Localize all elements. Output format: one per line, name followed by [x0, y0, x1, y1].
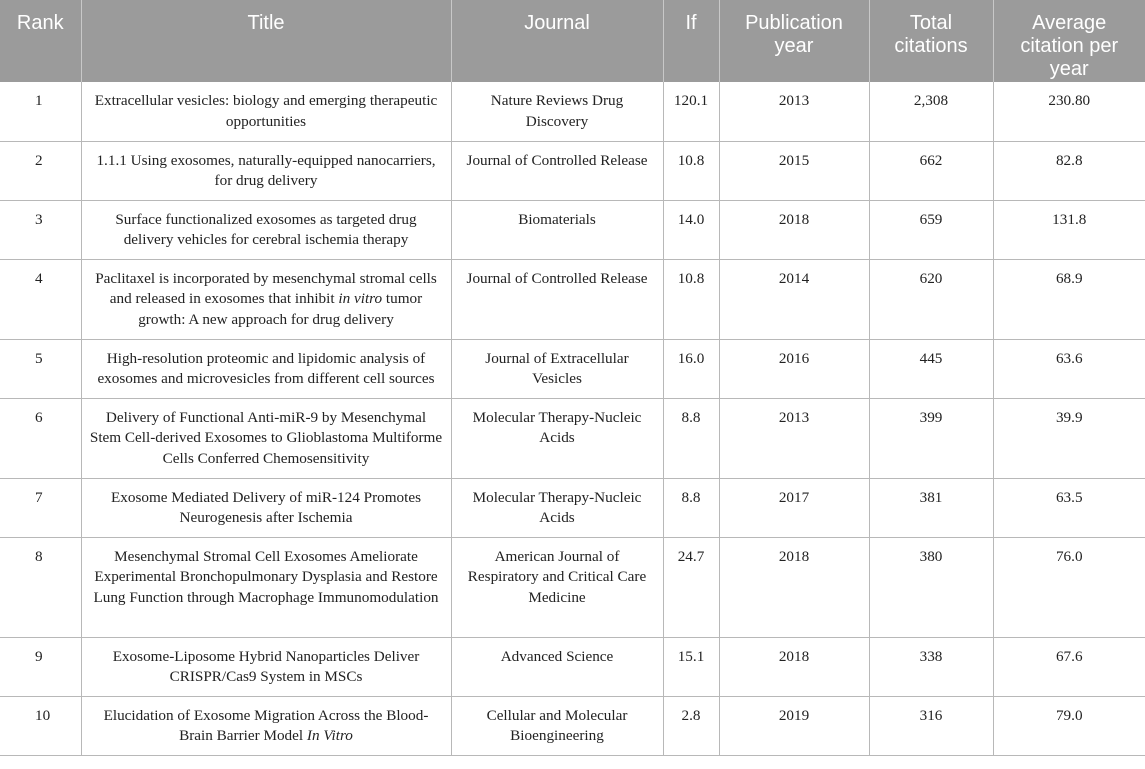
- average-citation-cell: 230.80: [993, 82, 1145, 141]
- title-italic-part: In Vitro: [306, 727, 353, 744]
- impact-factor-cell: 120.1: [663, 82, 719, 141]
- impact-factor-cell: 8.8: [663, 398, 719, 478]
- total-citations-cell: 662: [869, 141, 993, 200]
- table-row: [0, 82, 1145, 141]
- journal-cell: Cellular and Molecular Bioengineering: [451, 696, 663, 755]
- header-rank: Rank: [0, 0, 81, 82]
- title-cell: [81, 537, 451, 637]
- title-part: Extracellular vesicles: biology and emerging therapeutic opportunities: [94, 92, 438, 130]
- total-citations-cell: 338: [869, 637, 993, 696]
- average-citation-cell: 76.0: [993, 537, 1145, 637]
- header-year-line: year: [774, 35, 814, 57]
- table-row: [0, 398, 1145, 478]
- table-row: [0, 200, 1145, 259]
- journal-cell: Journal of Extracellular Vesicles: [451, 339, 663, 398]
- table-row: [0, 537, 1145, 637]
- title-part: tumor growth: A new approach for drug delivery: [138, 290, 423, 328]
- header-row: [0, 0, 1145, 82]
- rank-cell: 2: [0, 141, 81, 200]
- header-average-line: year: [1049, 58, 1089, 80]
- journal-cell: American Journal of Respiratory and Critical Care Medicine: [451, 537, 663, 637]
- header-average-citation: [993, 0, 1145, 82]
- impact-factor-cell: 15.1: [663, 637, 719, 696]
- impact-factor-cell: 14.0: [663, 200, 719, 259]
- rank-cell: 7: [0, 478, 81, 537]
- publication-year-cell: 2018: [719, 537, 869, 637]
- average-citation-cell: 63.5: [993, 478, 1145, 537]
- title-cell: [81, 478, 451, 537]
- title-part: Exosome-Liposome Hybrid Nanoparticles Deliver CRISPR/Cas9 System in MSCs: [112, 647, 420, 685]
- table-row: [0, 478, 1145, 537]
- rank-cell: 10: [0, 696, 81, 755]
- title-cell: [81, 259, 451, 339]
- impact-factor-cell: 10.8: [663, 141, 719, 200]
- journal-cell: Journal of Controlled Release: [451, 141, 663, 200]
- header-publication-year: [719, 0, 869, 82]
- publication-year-cell: 2019: [719, 696, 869, 755]
- total-citations-cell: 2,308: [869, 82, 993, 141]
- header-year-line: Publication: [745, 12, 843, 34]
- table-header: [0, 0, 1145, 82]
- table-row: [0, 141, 1145, 200]
- title-part: Exosome Mediated Delivery of miR-124 Promotes Neurogenesis after Ischemia: [110, 488, 422, 526]
- rank-cell: 9: [0, 637, 81, 696]
- header-journal: Journal: [451, 0, 663, 82]
- title-cell: [81, 339, 451, 398]
- title-part: Surface functionalized exosomes as targeted drug delivery vehicles for cerebral ischemia therapy: [115, 210, 417, 248]
- average-citation-cell: 131.8: [993, 200, 1145, 259]
- title-cell: [81, 637, 451, 696]
- title-part: Elucidation of Exosome Migration Across the Blood-Brain Barrier Model: [103, 706, 429, 744]
- impact-factor-cell: 24.7: [663, 537, 719, 637]
- impact-factor-cell: 2.8: [663, 696, 719, 755]
- rank-cell: 5: [0, 339, 81, 398]
- average-citation-cell: 39.9: [993, 398, 1145, 478]
- title-cell: [81, 200, 451, 259]
- journal-cell: Biomaterials: [451, 200, 663, 259]
- publication-year-cell: 2016: [719, 339, 869, 398]
- journal-cell: Molecular Therapy-Nucleic Acids: [451, 398, 663, 478]
- table-body: [0, 82, 1145, 755]
- table-row: [0, 259, 1145, 339]
- publication-year-cell: 2013: [719, 82, 869, 141]
- total-citations-cell: 380: [869, 537, 993, 637]
- journal-cell: Nature Reviews Drug Discovery: [451, 82, 663, 141]
- average-citation-cell: 79.0: [993, 696, 1145, 755]
- average-citation-cell: 63.6: [993, 339, 1145, 398]
- journal-cell: Molecular Therapy-Nucleic Acids: [451, 478, 663, 537]
- average-citation-cell: 68.9: [993, 259, 1145, 339]
- title-cell: [81, 398, 451, 478]
- total-citations-cell: 316: [869, 696, 993, 755]
- rank-cell: 4: [0, 259, 81, 339]
- header-citations-line: Total: [909, 12, 953, 34]
- title-italic-part: in vitro: [338, 290, 383, 307]
- header-average-line: citation per: [1020, 35, 1119, 57]
- journal-cell: Journal of Controlled Release: [451, 259, 663, 339]
- publication-year-cell: 2017: [719, 478, 869, 537]
- publication-year-cell: 2013: [719, 398, 869, 478]
- average-citation-cell: 67.6: [993, 637, 1145, 696]
- table-row: [0, 339, 1145, 398]
- impact-factor-cell: 16.0: [663, 339, 719, 398]
- journal-cell: Advanced Science: [451, 637, 663, 696]
- impact-factor-cell: 10.8: [663, 259, 719, 339]
- table-row: [0, 637, 1145, 696]
- title-part: Delivery of Functional Anti-miR-9 by Mesenchymal Stem Cell-derived Exosomes to Glioblastoma Multiforme Cells Conferred Chemosensitivity: [89, 408, 443, 467]
- header-total-citations: [869, 0, 993, 82]
- title-part: Mesenchymal Stromal Cell Exosomes Ameliorate Experimental Bronchopulmonary Dysplasia and Restore Lung Function through Macrophage Immunomodulation: [93, 547, 439, 606]
- total-citations-cell: 659: [869, 200, 993, 259]
- total-citations-cell: 620: [869, 259, 993, 339]
- header-title: Title: [81, 0, 451, 82]
- title-cell: [81, 696, 451, 755]
- publication-year-cell: 2015: [719, 141, 869, 200]
- total-citations-cell: 445: [869, 339, 993, 398]
- title-cell: [81, 141, 451, 200]
- title-part: High-resolution proteomic and lipidomic analysis of exosomes and microvesicles from different cell sources: [97, 349, 435, 387]
- title-cell: [81, 82, 451, 141]
- average-citation-cell: 82.8: [993, 141, 1145, 200]
- title-part: Paclitaxel is incorporated by mesenchymal stromal cells and released in exosomes that inhibit: [95, 269, 437, 307]
- rank-cell: 6: [0, 398, 81, 478]
- table-row: [0, 696, 1145, 755]
- total-citations-cell: 381: [869, 478, 993, 537]
- header-average-line: Average: [1032, 12, 1107, 34]
- header-citations-line: citations: [894, 35, 968, 57]
- header-if: If: [663, 0, 719, 82]
- rank-cell: 8: [0, 537, 81, 637]
- publication-year-cell: 2018: [719, 637, 869, 696]
- total-citations-cell: 399: [869, 398, 993, 478]
- rank-cell: 1: [0, 82, 81, 141]
- title-part: 1.1.1 Using exosomes, naturally-equipped nanocarriers, for drug delivery: [96, 151, 436, 189]
- impact-factor-cell: 8.8: [663, 478, 719, 537]
- rank-cell: 3: [0, 200, 81, 259]
- publication-year-cell: 2018: [719, 200, 869, 259]
- publication-year-cell: 2014: [719, 259, 869, 339]
